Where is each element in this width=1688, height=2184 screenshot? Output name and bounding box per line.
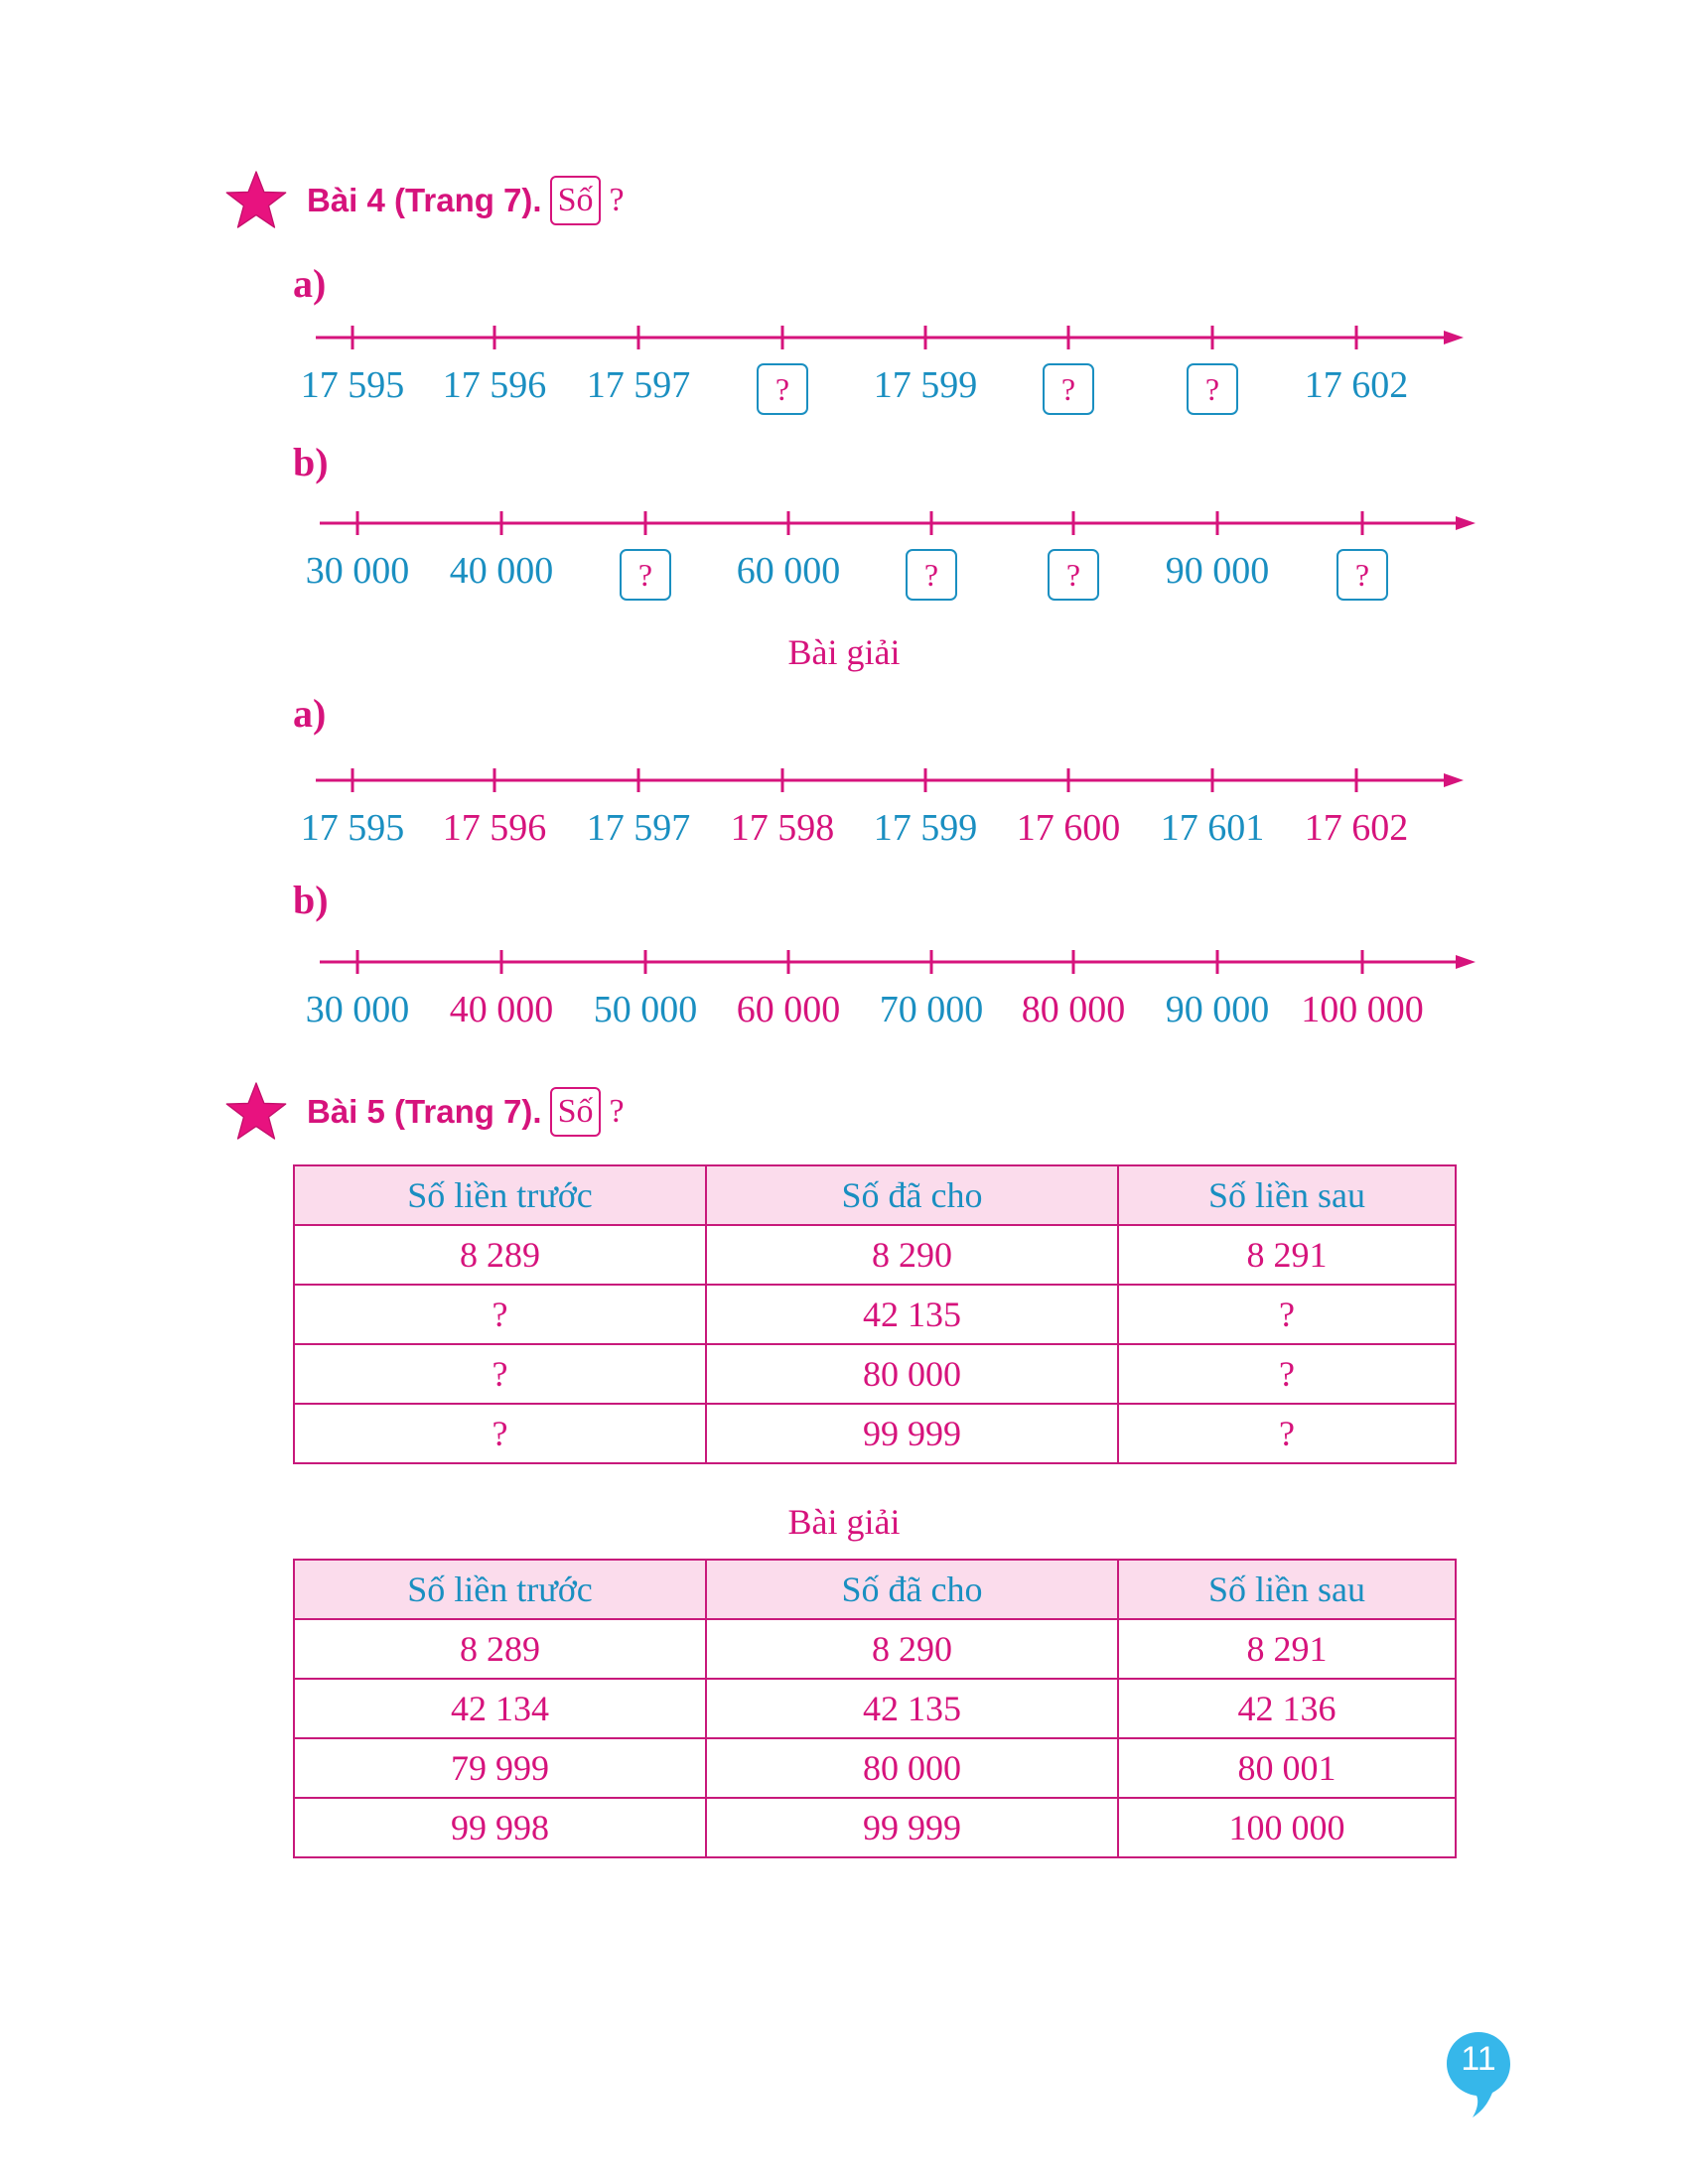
table-cell: 42 136 (1118, 1679, 1456, 1738)
table-row (294, 1225, 1456, 1285)
tick-label: 17 595 (300, 807, 405, 849)
bai4-title: Bài 4 (Trang 7). (307, 182, 542, 218)
table-cell: 8 290 (706, 1619, 1118, 1679)
table-cell: 80 000 (706, 1738, 1118, 1798)
page-number-badge (1445, 2030, 1512, 2121)
tick-label: 17 601 (1160, 807, 1265, 849)
tick-label: 100 000 (1301, 989, 1424, 1030)
so-box: Số (550, 176, 602, 225)
bai4-giai-heading: Bài giải (787, 632, 901, 672)
column-header: Số liền sau (1118, 1560, 1456, 1619)
table-cell: 8 291 (1118, 1225, 1456, 1285)
table-cell: ? (1118, 1344, 1456, 1404)
number-line-giai-b-axis (0, 0, 1688, 982)
table-cell: 42 135 (706, 1679, 1118, 1738)
tick-label: 17 597 (586, 807, 691, 849)
bai5-table (293, 1164, 1457, 1464)
answer-box: ? (1043, 363, 1094, 415)
question-mark: ? (609, 1093, 625, 1130)
column-header: Số đã cho (706, 1560, 1118, 1619)
tick-label: 30 000 (305, 989, 410, 1030)
column-header: Số liền trước (294, 1560, 706, 1619)
tick-label: 70 000 (879, 989, 984, 1030)
table-cell: 80 000 (706, 1344, 1118, 1404)
tick-label: 17 598 (730, 807, 835, 849)
tick-label: 40 000 (449, 989, 554, 1030)
bai4-part-b-label: b) (293, 440, 329, 484)
table-cell: 8 289 (294, 1619, 706, 1679)
bai4-giai-part-b-label: b) (293, 878, 329, 922)
answer-box: ? (1187, 363, 1238, 415)
table-row (294, 1679, 1456, 1738)
tick-label: 17 599 (873, 807, 978, 849)
tick-label: 90 000 (1165, 989, 1270, 1030)
answer-box: ? (620, 549, 671, 601)
star-icon (223, 1079, 289, 1145)
table-cell: 8 289 (294, 1225, 706, 1285)
table-cell: ? (294, 1344, 706, 1404)
tick-label: 17 602 (1304, 807, 1409, 849)
tick-label: 50 000 (593, 989, 698, 1030)
table-cell: 100 000 (1118, 1798, 1456, 1857)
tick-label: 17 595 (300, 364, 405, 406)
column-header: Số liền trước (294, 1165, 706, 1225)
answer-box: ? (1336, 549, 1388, 601)
table-cell: 80 001 (1118, 1738, 1456, 1798)
table-cell: 8 291 (1118, 1619, 1456, 1679)
table-row (294, 1798, 1456, 1857)
axis-arrow-icon (1456, 955, 1476, 969)
table-cell: 99 999 (706, 1404, 1118, 1463)
bai5-giai-table (293, 1559, 1457, 1858)
tick-label: 17 597 (586, 364, 691, 406)
table-row (294, 1404, 1456, 1463)
table-row (294, 1344, 1456, 1404)
table-cell: 42 134 (294, 1679, 706, 1738)
table-cell: ? (294, 1285, 706, 1344)
tick-label: 17 600 (1016, 807, 1121, 849)
so-box: Số (550, 1087, 602, 1137)
answer-box: ? (1048, 549, 1099, 601)
column-header: Số đã cho (706, 1165, 1118, 1225)
table-row (294, 1285, 1456, 1344)
table-cell: 79 999 (294, 1738, 706, 1798)
table-row (294, 1738, 1456, 1798)
answer-box: ? (757, 363, 808, 415)
tick-label: 60 000 (736, 550, 841, 592)
table-cell: 8 290 (706, 1225, 1118, 1285)
bai5-title: Bài 5 (Trang 7). (307, 1093, 542, 1130)
table-cell: ? (1118, 1404, 1456, 1463)
bai4-giai-part-a-label: a) (293, 691, 327, 736)
tick-label: 17 599 (873, 364, 978, 406)
table-row (294, 1619, 1456, 1679)
tick-label: 17 596 (442, 807, 547, 849)
tick-label: 90 000 (1165, 550, 1270, 592)
answer-box: ? (906, 549, 957, 601)
tick-label: 30 000 (305, 550, 410, 592)
tick-label: 40 000 (449, 550, 554, 592)
tick-label: 60 000 (736, 989, 841, 1030)
table-cell: ? (294, 1404, 706, 1463)
bai5-table-header-row (294, 1165, 1456, 1225)
column-header: Số liền sau (1118, 1165, 1456, 1225)
table-cell: ? (1118, 1285, 1456, 1344)
bai4-part-a-label: a) (293, 261, 327, 306)
table-cell: 42 135 (706, 1285, 1118, 1344)
table-cell: 99 998 (294, 1798, 706, 1857)
bai5-giai-table-header-row (294, 1560, 1456, 1619)
tick-label: 17 596 (442, 364, 547, 406)
bai5-title-row (223, 1082, 625, 1142)
question-mark: ? (609, 182, 625, 218)
bai5-giai-heading: Bài giải (787, 1502, 901, 1542)
page-number: 11 (1461, 2040, 1496, 2078)
table-cell: 99 999 (706, 1798, 1118, 1857)
tick-label: 17 602 (1304, 364, 1409, 406)
tick-label: 80 000 (1021, 989, 1126, 1030)
